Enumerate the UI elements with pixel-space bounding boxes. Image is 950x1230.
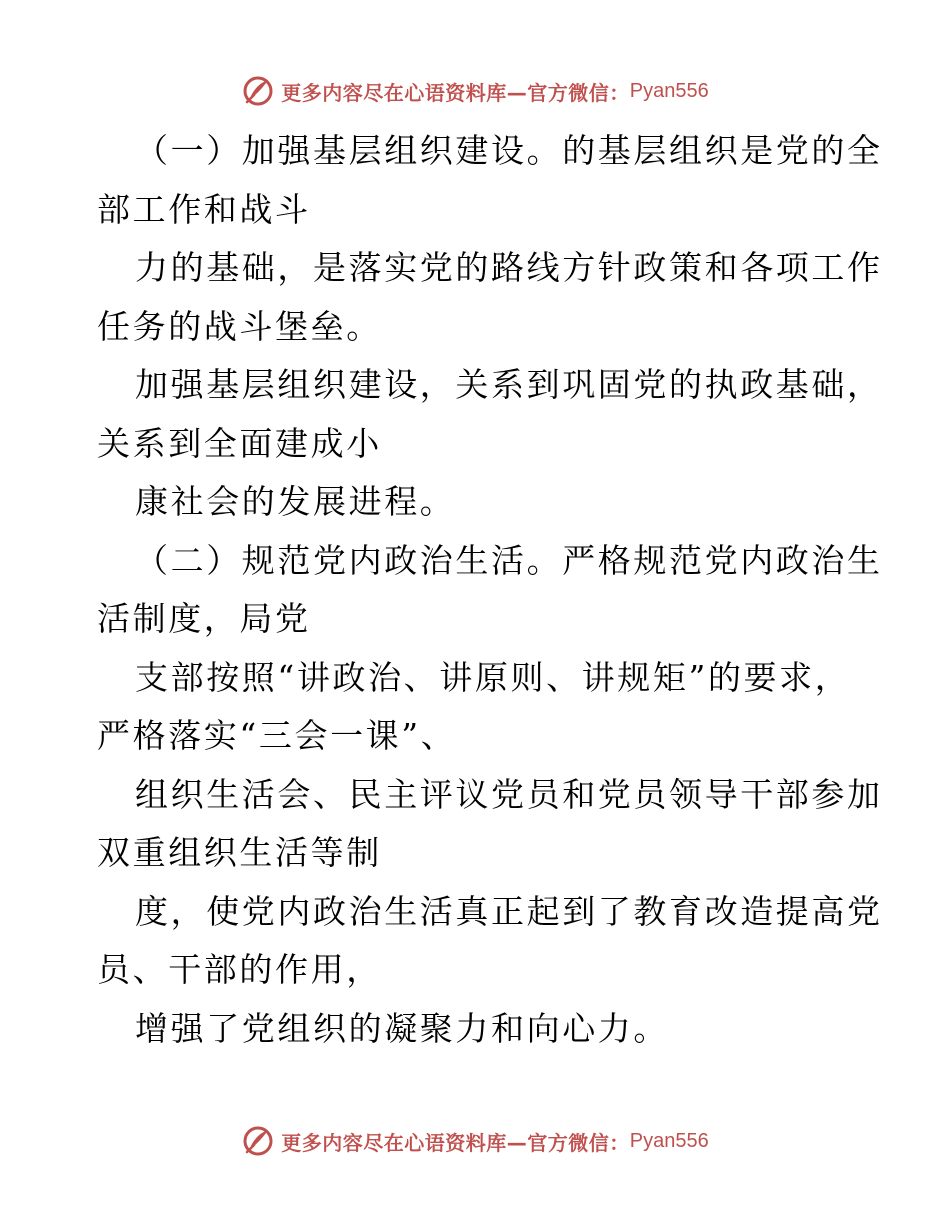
body-line: 双重组织生活等制 (97, 833, 382, 872)
body-line: 员、干部的作用， (97, 950, 382, 989)
body-line: 支部按照“讲政治、讲原则、讲规矩”的要求， (135, 657, 851, 697)
body-line: （二）规范党内政治生活。严格规范党内政治生 (135, 540, 883, 580)
body-line: 部工作和战斗 (97, 189, 311, 229)
body-line: 增强了党组织的凝聚力和向心力。 (135, 1008, 669, 1048)
body-line: 度，使党内政治生活真正起到了教育改造提高党 (135, 891, 883, 931)
body-line: 康社会的发展进程。 (135, 482, 456, 521)
footer-banner (0, 1121, 950, 1161)
quill-logo-icon (241, 74, 275, 108)
footer-banner-id: Pyan556 (629, 1129, 709, 1152)
body-line: 任务的战斗堡垒。 (97, 306, 382, 346)
footer-banner-text: 更多内容尽在心语资料库—官方微信： (281, 1130, 630, 1155)
body-line: 活制度，局党 (97, 599, 311, 638)
header-banner-text: 更多内容尽在心语资料库—官方微信： (281, 80, 630, 105)
body-line: 严格落实“三会一课”、 (97, 716, 457, 755)
header-banner-id: Pyan556 (629, 79, 709, 102)
body-line: （一）加强基层组织建设。的基层组织是党的全 (135, 131, 883, 170)
body-line: 关系到全面建成小 (97, 423, 382, 463)
body-line: 组织生活会、民主评议党员和党员领导干部参加 (135, 774, 883, 814)
header-banner (0, 71, 950, 111)
body-line: 加强基层组织建设，关系到巩固党的执政基础， (135, 365, 883, 404)
document-body (97, 122, 883, 1058)
body-line: 力的基础，是落实党的路线方针政策和各项工作 (135, 248, 883, 287)
quill-logo-icon (241, 1124, 275, 1158)
